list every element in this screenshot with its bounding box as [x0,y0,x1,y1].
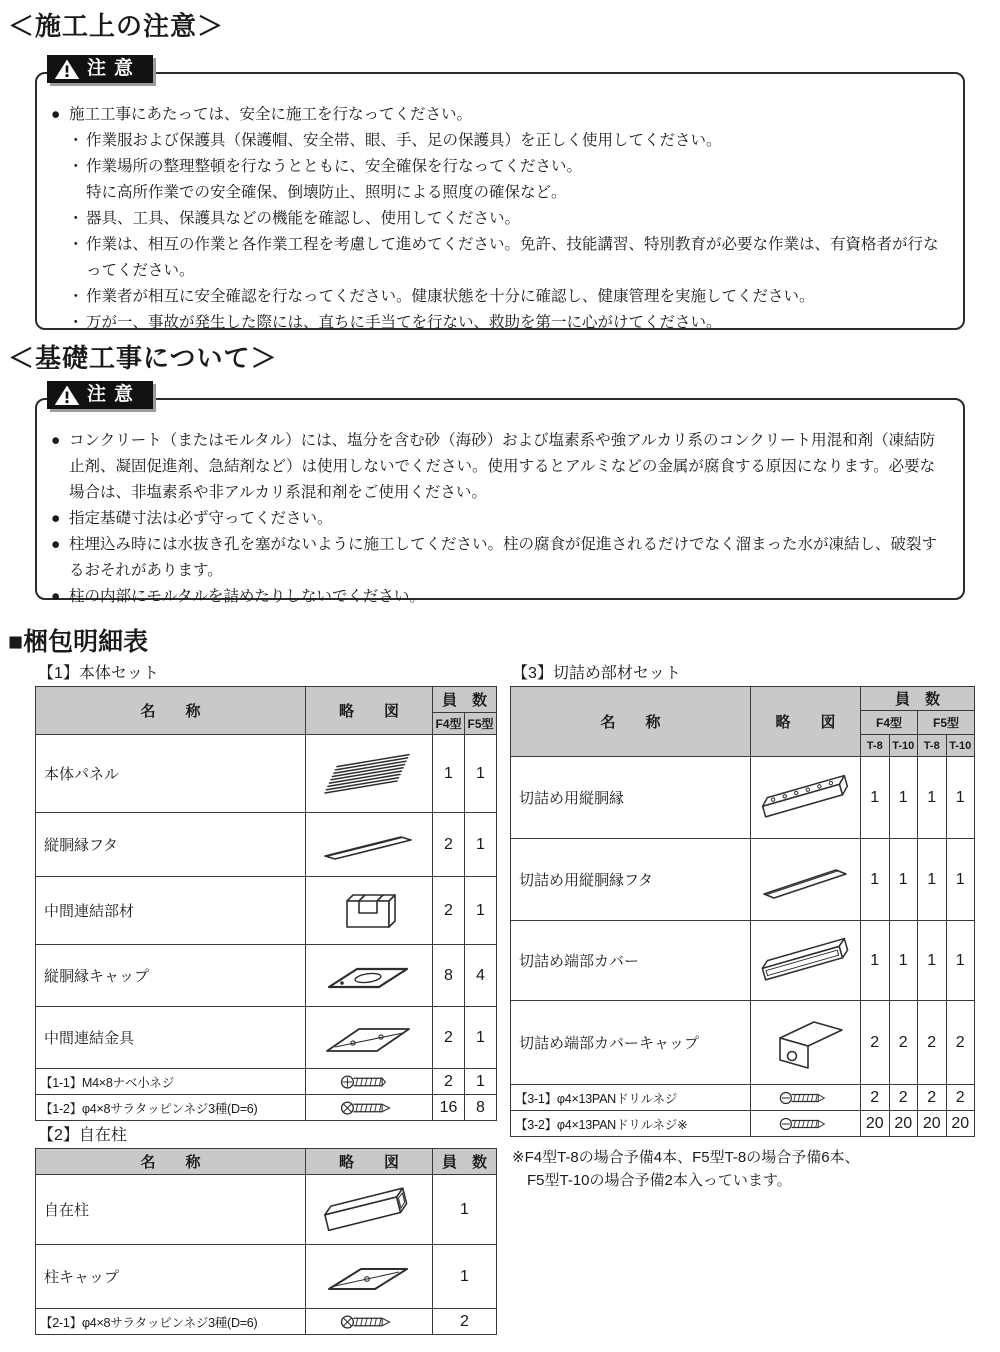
bullet-marker: ● [51,536,61,553]
part-qty: 2 [946,1085,975,1111]
bullet-marker: ● [51,588,61,605]
part-qty: 8 [465,1095,497,1121]
header-f4: F4型 [861,711,918,735]
caution-text: 柱の内部にモルタルを詰めたりしないでください。 [69,588,425,605]
table-cut-set [510,686,975,1137]
table3-caption: 【3】切詰め部材セット [512,665,681,682]
caution-item [51,584,945,610]
table-header-row [36,1149,497,1175]
caution-badge-label: 注意 [87,384,142,405]
part-name: 【2-1】φ4×8サラタッピンネジ3種(D=6) [36,1309,306,1335]
part-name: 切詰め端部カバー [511,921,751,1001]
table-row [36,1245,497,1309]
header-qty: 員 数 [861,687,975,711]
part-name: 縦胴縁フタ [36,813,306,877]
end-cover-sketch-icon [756,932,856,990]
page-title-construction-notice: ＜施工上の注意＞ [8,11,225,41]
caution-item [51,128,945,154]
part-name: 【3-2】φ4×13PANドリルネジ※ [511,1111,751,1137]
sketch-cell [751,839,861,921]
part-qty: 1 [946,839,975,921]
table-row [36,813,497,877]
part-qty: 2 [889,1085,918,1111]
header-f4: F4型 [433,713,465,735]
caution-badge-1 [47,55,153,83]
header-name: 名 称 [511,687,751,757]
part-qty: 2 [433,877,465,945]
footnote-line-1: ※F4型T-8の場合予備4本、F5型T-8の場合予備6本、 [512,1149,860,1166]
table-body-set [35,686,497,1121]
warning-triangle-icon [54,58,80,80]
table-row [36,945,497,1007]
part-name: 切詰め端部カバーキャップ [511,1001,751,1085]
drill-screw-sketch-icon [778,1089,834,1107]
sketch-cell [306,1095,433,1121]
flat-tapping-screw-sketch-icon [339,1099,399,1117]
header-sketch: 略 図 [751,687,861,757]
sketch-cell [306,735,433,813]
part-qty: 1 [861,839,890,921]
part-qty: 20 [861,1111,890,1137]
table-row [36,1095,497,1121]
cut-batten-cover-sketch-icon [756,852,856,908]
channel-joint-sketch-icon [315,884,423,938]
post-cap-sketch-icon [315,1253,423,1301]
sketch-cell [306,877,433,945]
table2-caption: 【2】自在柱 [38,1127,127,1144]
caution-box-foundation [35,398,965,605]
caution-text: 特に高所作業での安全確保、倒壊防止、照明による照度の確保など。 [86,184,567,201]
part-qty: 1 [918,839,947,921]
bullet-marker: ● [51,432,61,449]
part-qty: 1 [946,921,975,1001]
table-row [511,1001,975,1085]
bullet-marker: ・ [68,314,84,331]
part-qty: 20 [918,1111,947,1137]
part-name: 自在柱 [36,1175,306,1245]
part-qty: 8 [433,945,465,1007]
part-name: 中間連結部材 [36,877,306,945]
part-qty: 20 [889,1111,918,1137]
caution-text: 柱埋込み時には水抜き孔を塞がないように施工してください。柱の腐食が促進されるだけでなく溜まった水が凍結し、破裂するおそれがあります。 [69,536,938,579]
header-qty: 員 数 [433,1149,497,1175]
part-name: 【1-1】M4×8ナベ小ネジ [36,1069,306,1095]
bullet-marker: ・ [68,132,84,149]
bullet-marker: ・ [68,288,84,305]
sketch-cell [306,945,433,1007]
post-sketch-icon [315,1182,423,1238]
sketch-cell [306,1309,433,1335]
part-qty: 1 [465,1007,497,1069]
header-f5: F5型 [918,711,975,735]
part-name: 【3-1】φ4×13PANドリルネジ [511,1085,751,1111]
sketch-cell [751,921,861,1001]
table-row [36,1069,497,1095]
caution-box-construction [35,72,965,330]
table-header-row [36,687,497,713]
part-qty: 2 [946,1001,975,1085]
sketch-cell [306,1175,433,1245]
table-row [511,1111,975,1137]
caution-item [51,310,945,336]
table-row [36,1007,497,1069]
caution-item [51,428,945,506]
caution-badge-label: 注意 [87,58,142,79]
sketch-cell [751,1085,861,1111]
header-qty: 員 数 [433,687,497,713]
part-qty: 2 [433,1069,465,1095]
part-qty: 1 [433,1245,497,1309]
bullet-marker: ・ [68,210,84,227]
table-row [511,839,975,921]
caution-item [51,154,945,180]
joint-plate-sketch-icon [315,1015,423,1061]
section-title-packing-list: ■梱包明細表 [8,628,149,656]
header-name: 名 称 [36,1149,306,1175]
table-header-row [511,687,975,711]
header-t8: T-8 [918,735,947,757]
part-qty: 2 [918,1085,947,1111]
part-qty: 16 [433,1095,465,1121]
table-row [511,921,975,1001]
caution-badge-2 [47,381,153,409]
caution-text: 作業は、相互の作業と各作業工程を考慮して進めてください。免許、技能講習、特別教育が必要な作業は、有資格者が行なってください。 [86,236,939,279]
table-row [511,1085,975,1111]
part-name: 縦胴縁キャップ [36,945,306,1007]
header-f5: F5型 [465,713,497,735]
cover-bar-sketch-icon [315,822,423,868]
spare-parts-footnote [512,1146,860,1192]
header-t8: T-8 [861,735,890,757]
caution-text: 指定基礎寸法は必ず守ってください。 [69,510,333,527]
pan-screw-sketch-icon [339,1073,399,1091]
caution-text: 万が一、事故が発生した際には、直ちに手当てを行ない、救助を第一に心がけてください。 [86,314,722,331]
panel-sketch-icon [315,745,423,803]
part-name: 本体パネル [36,735,306,813]
table1-caption: 【1】本体セット [38,665,159,682]
part-qty: 1 [918,921,947,1001]
caution-item [51,506,945,532]
sketch-cell [751,1001,861,1085]
part-name: 中間連結金具 [36,1007,306,1069]
part-qty: 2 [433,1309,497,1335]
part-qty: 1 [889,757,918,839]
caution-text: 作業場所の整理整頓を行なうとともに、安全確保を行なってください。 [86,158,583,175]
part-qty: 1 [889,921,918,1001]
bullet-marker: ● [51,106,61,123]
part-qty: 2 [433,813,465,877]
part-qty: 1 [465,813,497,877]
header-name: 名 称 [36,687,306,735]
cut-batten-sketch-icon [756,768,856,828]
part-name: 【1-2】φ4×8サラタッピンネジ3種(D=6) [36,1095,306,1121]
page-title-foundation-work: ＜基礎工事について＞ [8,343,278,373]
header-t10: T-10 [889,735,918,757]
caution-text: 作業服および保護具（保護帽、安全帯、眼、手、足の保護具）を正しく使用してください。 [86,132,722,149]
part-qty: 4 [465,945,497,1007]
caution-text: 器具、工具、保護具などの機能を確認し、使用してください。 [86,210,521,227]
footnote-line-2: F5型T-10の場合予備2本入っています。 [527,1172,792,1189]
header-sketch: 略 図 [306,687,433,735]
part-qty: 1 [465,1069,497,1095]
caution-text: コンクリート（またはモルタル）には、塩分を含む砂（海砂）および塩素系や強アルカリ系のコンクリート用混和剤（凍結防止剤、凝固促進剤、急結剤など）は使用しないでください。使用するとアルミなどの金属が腐食する原因になります。必要な場合は、非塩素系や非アルカリ系混和剤をご使用ください。 [69,432,936,501]
part-qty: 2 [861,1085,890,1111]
part-qty: 20 [946,1111,975,1137]
caution-item [51,232,945,284]
part-name: 切詰め用縦胴縁 [511,757,751,839]
sketch-cell [751,757,861,839]
table-row [36,735,497,813]
end-cover-cap-sketch-icon [762,1008,850,1078]
part-qty: 2 [433,1007,465,1069]
header-t10: T-10 [946,735,975,757]
sketch-cell [751,1111,861,1137]
caution-item [51,180,945,206]
caution-item [51,532,945,584]
sketch-cell [306,813,433,877]
warning-triangle-icon [54,384,80,406]
sketch-cell [306,1007,433,1069]
part-qty: 1 [861,757,890,839]
header-sketch: 略 図 [306,1149,433,1175]
bullet-marker [68,180,86,206]
part-qty: 1 [889,839,918,921]
part-qty: 2 [918,1001,947,1085]
part-qty: 1 [861,921,890,1001]
part-qty: 1 [433,1175,497,1245]
bullet-marker: ● [51,510,61,527]
sketch-cell [306,1069,433,1095]
part-qty: 2 [861,1001,890,1085]
part-qty: 1 [918,757,947,839]
table-row [511,757,975,839]
bullet-marker: ・ [68,158,84,175]
caution-text: 作業者が相互に安全確認を行なってください。健康状態を十分に確認し、健康管理を実施してください。 [86,288,815,305]
part-qty: 1 [465,735,497,813]
flat-tapping-screw-sketch-icon [339,1313,399,1331]
table-post-set [35,1148,497,1335]
caution-text: 施工工事にあたっては、安全に施工を行なってください。 [69,106,473,123]
part-name: 柱キャップ [36,1245,306,1309]
sketch-cell [306,1245,433,1309]
table-row [36,1309,497,1335]
table-row [36,877,497,945]
table-row [36,1175,497,1245]
cap-plate-oval-sketch-icon [315,953,423,999]
part-qty: 2 [889,1001,918,1085]
part-qty: 1 [433,735,465,813]
drill-screw-sketch-icon [778,1115,834,1133]
part-name: 切詰め用縦胴縁フタ [511,839,751,921]
caution-item [51,206,945,232]
caution-item [51,284,945,310]
caution-item [51,102,945,128]
part-qty: 1 [465,877,497,945]
bullet-marker: ・ [68,236,84,253]
part-qty: 1 [946,757,975,839]
